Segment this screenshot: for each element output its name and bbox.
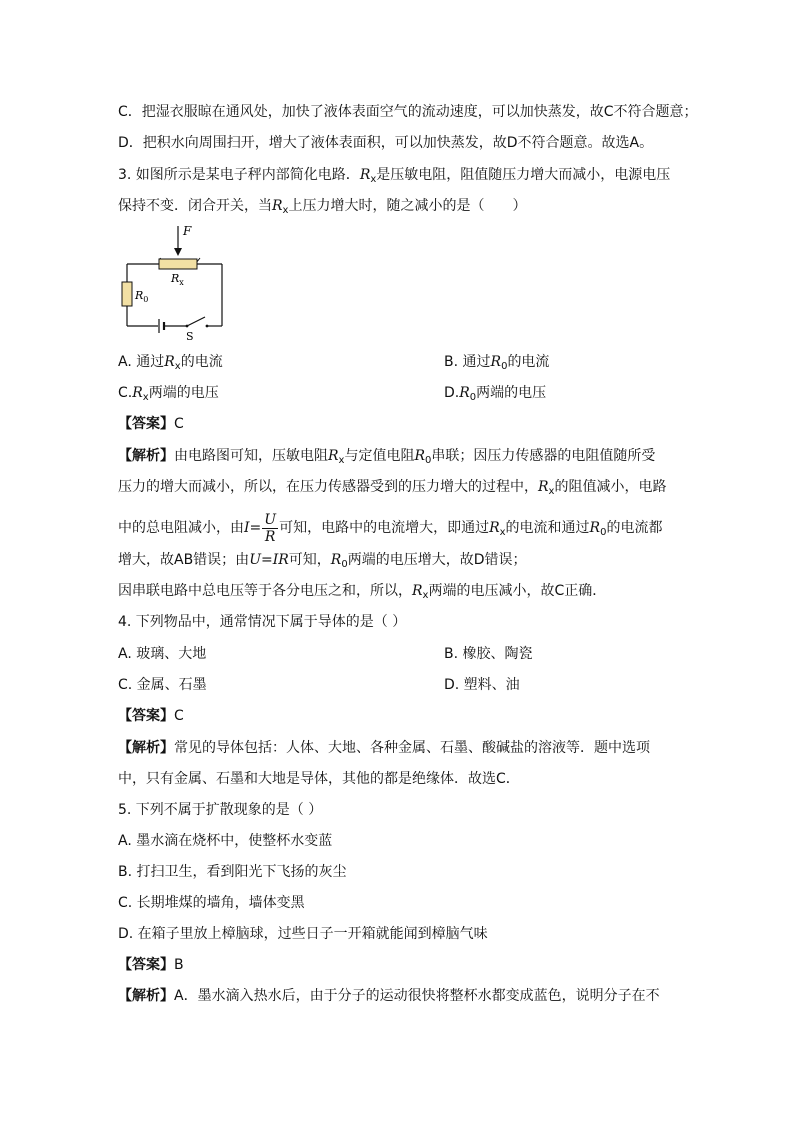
q3-analysis-line4: 增大，故AB错误；由U=IR可知，$R_0$两端的电压增大，故D错误；: [118, 552, 527, 570]
q3-analysis-line2: 压力的增大而减小，所以，在压力传感器受到的压力增大的过程中，$R_x$的阻值减小，电路: [118, 479, 667, 497]
q4-option-d: D. 塑料、油: [444, 677, 520, 693]
switch-contact: [206, 325, 209, 328]
ohm-law-fraction: $\frac{U}{R}$: [264, 511, 277, 545]
q3-stem-line1: 3. 如图所示是某电子秤内部简化电路．$R_x$是压敏电阻，阻值随压力增大而减小，电源电压: [118, 167, 671, 185]
q4-analysis-line1: 【解析】常见的导体包括：人体、大地、各种金属、石墨、酸碱盐的溶液等．题中选项: [118, 740, 650, 756]
switch-label: S: [186, 330, 194, 343]
circuit-diagram: [112, 222, 232, 344]
q3-analysis-line1: 【解析】由电路图可知，压敏电阻$R_x$与定值电阻$R_0$串联；因压力传感器的电阻值随所受: [118, 448, 656, 466]
q5-analysis-line1: 【解析】A．墨水滴入热水后，由于分子的运动很快将整杯水都变成蓝色，说明分子在不: [118, 988, 660, 1004]
q3-option-b: B. 通过$R_0$的电流: [444, 354, 550, 372]
rx-label: $R_x$: [171, 272, 184, 287]
q4-option-a: A. 玻璃、大地: [118, 646, 207, 662]
q3-analysis-line3: 中的总电阻减小，由I= $\frac{U}{R}$ 可知，电路中的电流增大，即通过$R_x$的电流和通过$R_0$的电流都: [118, 511, 663, 545]
q5-option-a: A. 墨水滴在烧杯中，使整杯水变蓝: [118, 833, 333, 849]
prev-option-d-text: D．把积水向周围扫开，增大了液体表面积，可以加快蒸发，故D不符合题意。故选A。: [118, 135, 654, 151]
q3-option-d: $D.R_0$两端的电压: [444, 385, 547, 403]
q3-analysis-line5: 因串联电路中总电压等于各分电压之和，所以，$R_x$两端的电压减小，故C正确．: [118, 583, 607, 601]
q3-option-c: $C.R_x$两端的电压: [118, 385, 219, 403]
q5-stem: 5. 下列不属于扩散现象的是（ ）: [118, 802, 323, 818]
q5-option-c: C. 长期堆煤的墙角，墙体变黑: [118, 895, 305, 911]
q5-option-b: B. 打扫卫生，看到阳光下飞扬的灰尘: [118, 864, 347, 880]
q4-answer: 【答案】C: [118, 708, 184, 724]
q4-stem: 4. 下列物品中，通常情况下属于导体的是（ ）: [118, 614, 407, 630]
force-arrow-head: [174, 248, 182, 256]
force-label: F: [183, 224, 192, 238]
q5-answer: 【答案】B: [118, 957, 184, 973]
q3-stem-line2: 保持不变．闭合开关，当$R_x$上压力增大时，随之减小的是（ ）: [118, 198, 527, 216]
resistor-r0: [122, 282, 132, 306]
q3-option-a: A. 通过$R_x$的电流: [118, 354, 223, 372]
q3-answer: 【答案】C: [118, 416, 184, 432]
q4-option-c: C. 金属、石墨: [118, 677, 207, 693]
resistor-rx: [159, 259, 197, 269]
r0-label: $R_0$: [135, 289, 149, 304]
q5-option-d: D. 在箱子里放上樟脑球，过些日子一开箱就能闻到樟脑气味: [118, 926, 488, 942]
q4-analysis-line2: 中，只有金属、石墨和大地是导体，其他的都是绝缘体．故选C．: [118, 771, 520, 787]
prev-option-c-text: C．把湿衣服晾在通风处，加快了液体表面空气的流动速度，可以加快蒸发，故C不符合题意；: [118, 104, 698, 120]
switch-blade: [187, 317, 205, 326]
q4-option-b: B. 橡胶、陶瓷: [444, 646, 533, 662]
